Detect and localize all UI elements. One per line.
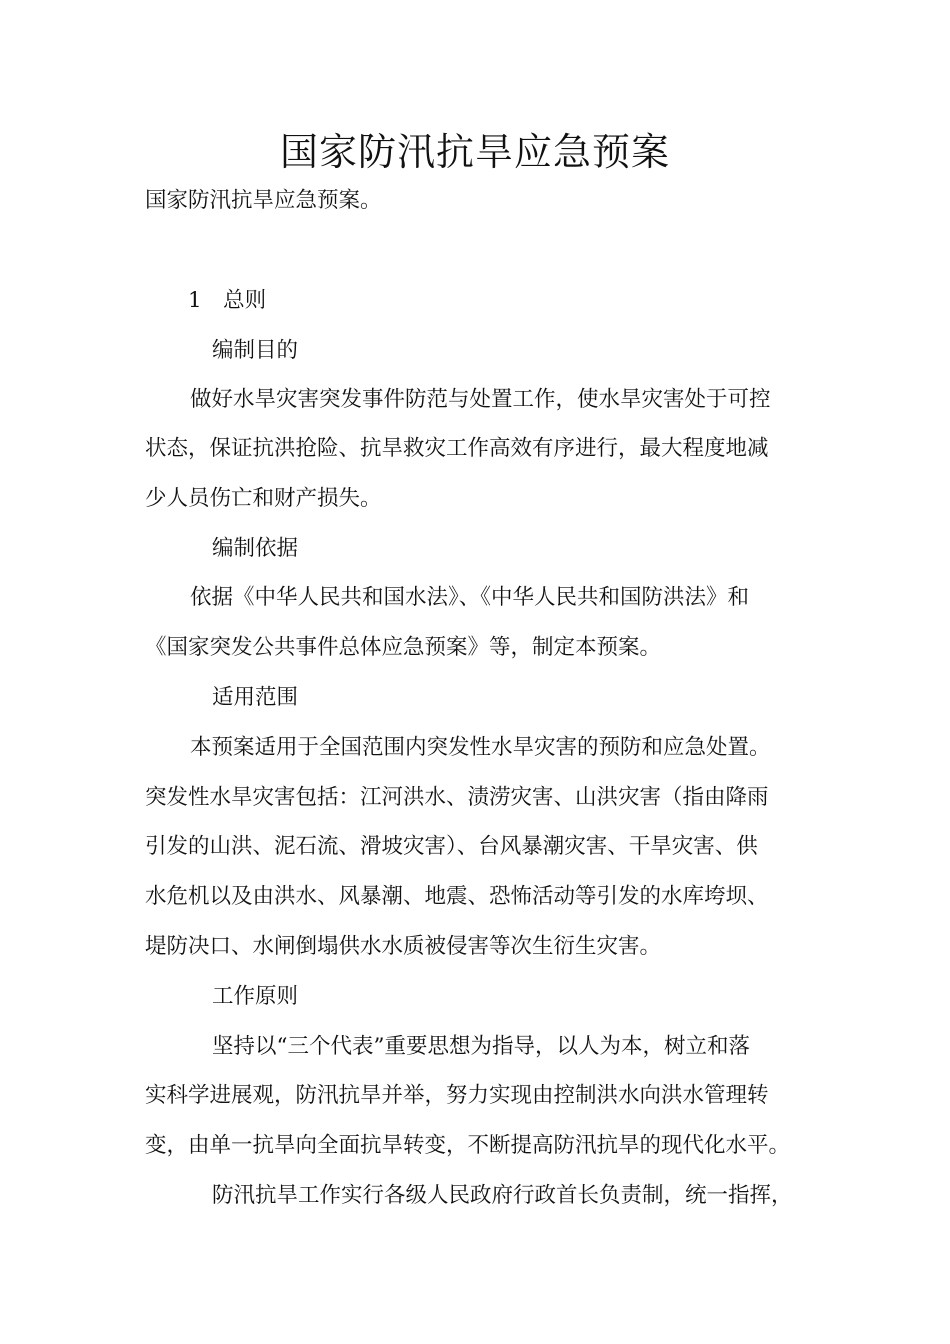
paragraph-line: 变，由单一抗旱向全面抗旱转变，不断提高防汛抗旱的现代化水平。 [145,1133,791,1158]
section-heading-general: 1 总则 [188,288,267,313]
paragraph-line: 引发的山洪、泥石流、滑坡灾害）、台风暴潮灾害、干旱灾害、供 [145,834,758,859]
paragraph-line: 本预案适用于全国范围内突发性水旱灾害的预防和应急处置。 [190,735,771,760]
subsection-heading-scope: 适用范围 [212,685,299,710]
subsection-heading-principles: 工作原则 [212,984,299,1009]
paragraph-line: 实科学进展观，防汛抗旱并举，努力实现由控制洪水向洪水管理转 [145,1083,769,1108]
paragraph-line: 《国家突发公共事件总体应急预案》等，制定本预案。 [145,635,662,660]
document-subtitle: 国家防汛抗旱应急预案。 [145,188,382,213]
paragraph-line: 防汛抗旱工作实行各级人民政府行政首长负责制，统一指挥， [212,1183,793,1208]
paragraph-line: 状态，保证抗洪抢险、抗旱救灾工作高效有序进行，最大程度地减 [145,436,769,461]
paragraph-line: 依据《中华人民共和国水法》、《中华人民共和国防洪法》和 [190,585,750,610]
paragraph-line: 少人员伤亡和财产损失。 [145,486,382,511]
subsection-heading-purpose: 编制目的 [212,338,299,363]
document-title: 国家防汛抗旱应急预案 [279,130,670,174]
paragraph-line: 水危机以及由洪水、风暴潮、地震、恐怖活动等引发的水库垮坝、 [145,884,769,909]
paragraph-line: 突发性水旱灾害包括：江河洪水、渍涝灾害、山洪灾害（指由降雨 [145,785,769,810]
paragraph-line: 堤防决口、水闸倒塌供水水质被侵害等次生衍生灾害。 [145,934,662,959]
subsection-heading-basis: 编制依据 [212,536,299,561]
paragraph-line: 做好水旱灾害突发事件防范与处置工作，使水旱灾害处于可控 [190,387,771,412]
paragraph-line: 坚持以“三个代表”重要思想为指导，以人为本，树立和落 [212,1034,750,1059]
